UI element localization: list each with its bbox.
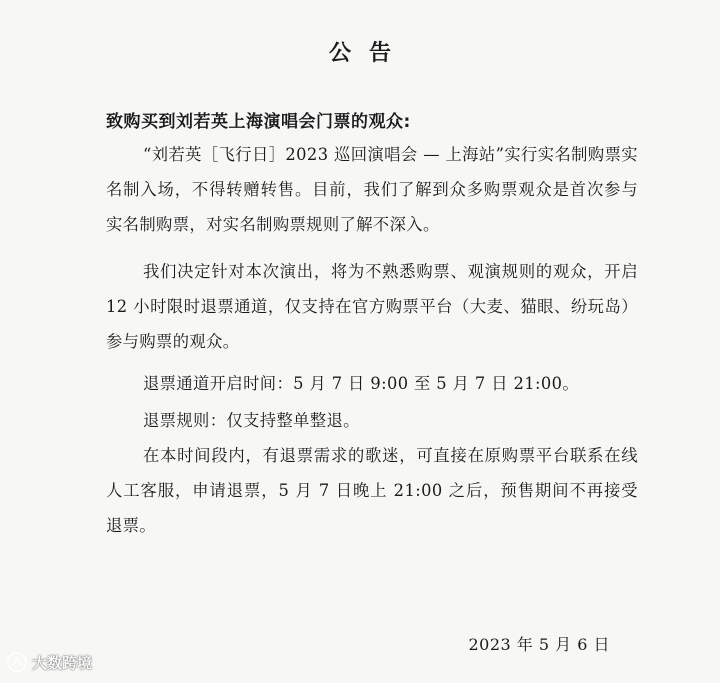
notice-paragraph: 退票规则：仅支持整单整退。: [143, 411, 360, 430]
logo-icon: [6, 651, 28, 673]
notice-date: 2023 年 5 月 6 日: [468, 635, 610, 654]
notice-salutation: 致购买到刘若英上海演唱会门票的观众:: [106, 112, 411, 132]
notice-paragraph: 退票通道开启时间：5 月 7 日 9:00 至 5 月 7 日 21:00。: [143, 374, 580, 393]
notice-paragraph: “刘若英［飞行日］2023 巡回演唱会 — 上海站”实行实名制购票实名制入场，不得转赠转售。目前，我们了解到众多购票观众是首次参与实名制购票，对实名制购票规则了解不深入。: [106, 145, 638, 234]
notice-title: 公告: [328, 41, 409, 66]
notice-paragraph: 我们决定针对本次演出，将为不熟悉购票、观演规则的观众，开启 12 小时限时退票通道，仅支持在官方购票平台（大麦、猫眼、纷玩岛）参与购票的观众。: [106, 262, 638, 351]
watermark-text: 大数跨境: [32, 653, 93, 672]
notice-paragraph: 在本时间段内，有退票需求的歌迷，可直接在原购票平台联系在线人工客服，申请退票，5 月 7 日晚上 21:00 之后，预售期间不再接受退票。: [106, 446, 638, 535]
watermark: [6, 651, 92, 673]
